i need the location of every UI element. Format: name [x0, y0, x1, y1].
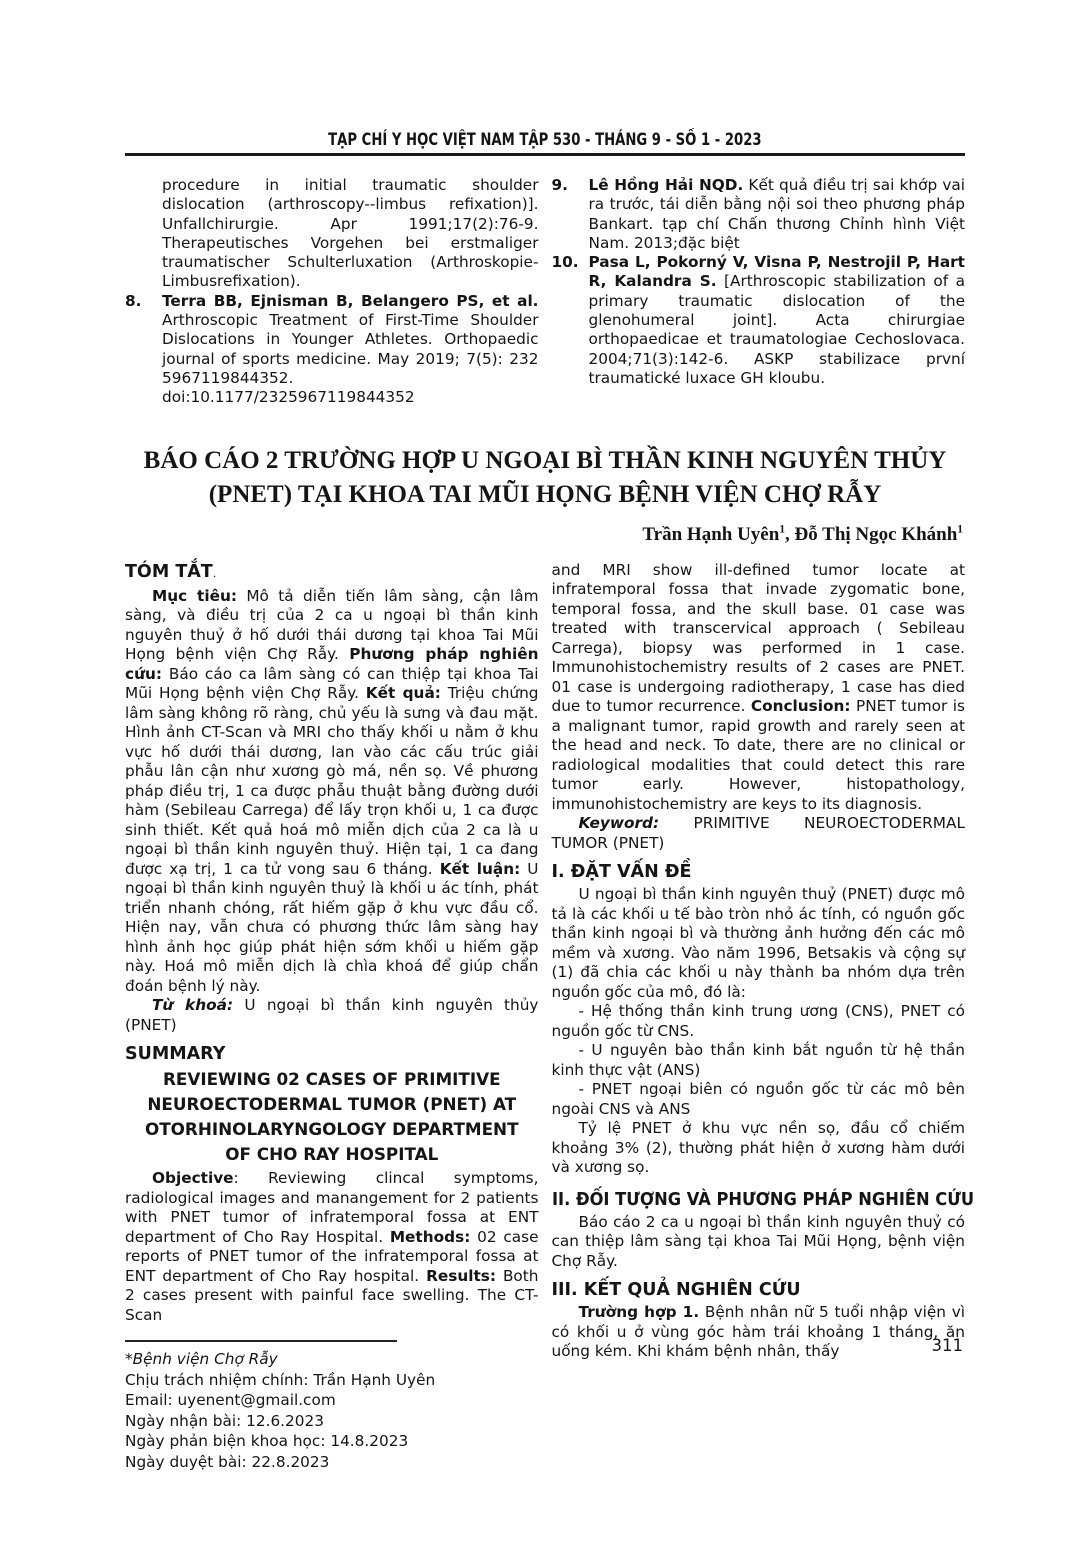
- reference-number: 8.: [125, 291, 142, 310]
- reference-number: 10.: [551, 253, 579, 272]
- article-title-line1: BÁO CÁO 2 TRƯỜNG HỢP U NGOẠI BÌ THẦN KINH NGUYÊN THỦY: [143, 446, 947, 474]
- summary-heading: SUMMARY: [125, 1044, 226, 1065]
- body-column-left: [125, 561, 539, 1473]
- summary-title-line1: REVIEWING 02 CASES OF PRIMITIVE: [162, 1069, 501, 1090]
- article-title-line2: (PNET) TẠI KHOA TAI MŨI HỌNG BỆNH VIỆN CHỢ RẪY: [208, 480, 882, 508]
- summary-english-title: [125, 1067, 539, 1167]
- footnote-date-accepted: Ngày duyệt bài: 22.8.2023: [125, 1453, 330, 1472]
- reference-number: [125, 176, 162, 292]
- references-column-right: [552, 176, 966, 408]
- summary-abstract-continued: and MRI show ill-defined tumor locate at infratemporal fossa that invade zygomatic bone, temporal fossa, and the skull base. 01 case was treated with transcervical approach ( Sebileau Carrega), biopsy was performed in 1 case. Immunohistochemistry results of 2 cases are PNET. 01 case is undergoing radiotherapy, 1 case has died due to tumor recurrence. Conclusion: PNET tumor is a malignant tumor, rapid growth and rarely seen at the head and neck. To date, there are no clinical or radiological modalities that could detect this rare tumor early. However, histopathology, immunohistochemistry are keys to its diagnosis.: [551, 560, 965, 813]
- section3-paragraph-case1: Trường hợp 1. Bệnh nhân nữ 5 tuổi nhập viện vì có khối u ở vùng góc hàm trái khoảng 1 tháng, ăn uống kém. Khi khám bệnh nhân, thấy: [551, 1303, 965, 1361]
- section3-heading: III. KẾT QUẢ NGHIÊN CỨU: [551, 1280, 801, 1301]
- references-section: [125, 176, 965, 408]
- section1-paragraph-1: U ngoại bì thần kinh nguyên thuỷ (PNET) được mô tả là các khối u tế bào tròn nhỏ ác tính, có nguồn gốc thần kinh ngoại bì và thường ảnh hưởng đến các mô mềm và xương. Vào năm 1996, Betsakis và cộng sự (1) đã chia các khối u này thành ba nhóm dựa trên nguồn gốc của mô, đó là:: [551, 885, 965, 1001]
- article-body: [125, 560, 974, 1473]
- reference-text: Terra BB, Ejnisman B, Belangero PS, et al. Arthroscopic Treatment of First-Time Shoulder Dislocations in Younger Athletes. Orthopaedic journal of sports medicine. May 2019; 7(5): 232 5967119844352. doi:10.1177/2325967119844352: [162, 291, 539, 407]
- tomtat-heading-dot: .: [212, 566, 217, 580]
- summary-title-line4: OF CHO RAY HOSPITAL: [225, 1144, 439, 1165]
- reference-item-8: [125, 292, 539, 408]
- keyword-paragraph: Keyword: PRIMITIVE NEUROECTODERMAL TUMOR (PNET): [551, 814, 965, 852]
- reference-number: 9.: [551, 176, 568, 194]
- body-column-right: [551, 560, 974, 1473]
- section1-paragraph-rate: Tỷ lệ PNET ở khu vực nền sọ, đầu cổ chiếm khoảng 3% (2), thường phát hiện ở xương hàm dưới và xương sọ.: [551, 1119, 965, 1177]
- reference-item-10: [552, 253, 966, 388]
- section1-bullet-ans: - U nguyên bào thần kinh bắt nguồn từ hệ thần kinh thực vật (ANS): [551, 1041, 965, 1079]
- references-column-left: [125, 176, 539, 408]
- summary-abstract-paragraph: Objective: Reviewing clincal symptoms, radiological images and manangement for 2 patients with PNET tumor of infratemporal fossa at ENT department of Cho Ray Hospital. Methods: 02 case reports of PNET tumor of the infratemporal fossa at ENT department of Cho Ray hospital. Results: Both 2 cases present with painful face swelling. The CT-Scan: [125, 1169, 539, 1324]
- footnote-separator: [125, 1340, 397, 1342]
- article-authors: Trần Hạnh Uyên$^1$, Đỗ Thị Ngọc Khánh$^1$: [642, 523, 963, 545]
- article-title: [125, 444, 965, 512]
- footnote-date-reviewed: Ngày phản biện khoa học: 14.8.2023: [125, 1432, 409, 1451]
- page-number: 311: [931, 1336, 963, 1355]
- reference-item-9: [552, 176, 966, 253]
- tomtat-heading: [125, 561, 539, 585]
- section1-bullet-cns: - Hệ thống thần kinh trung ương (CNS), PNET có nguồn gốc từ CNS.: [551, 1002, 965, 1040]
- header-rule: [125, 153, 965, 156]
- tomtat-heading-text: TÓM TẮT: [125, 561, 213, 582]
- footnote: [125, 1349, 539, 1473]
- reference-item-continuation: [125, 176, 539, 292]
- summary-title-line2: NEUROECTODERMAL TUMOR (PNET) AT: [147, 1094, 517, 1115]
- footnote-date-received: Ngày nhận bài: 12.6.2023: [125, 1411, 324, 1430]
- reference-text: procedure in initial traumatic shoulder dislocation (arthroscopy--limbus refixation)]. Unfallchirurgie. Apr 1991;17(2):76-9. Therapeutisches Vorgehen bei erstmaliger traumatischer Schulterluxation (Arthroskopie-Limbusrefixation).: [162, 176, 539, 291]
- reference-text: Pasa L, Pokorný V, Visna P, Nestrojil P, Hart R, Kalandra S. [Arthroscopic stabilization of a primary traumatic dislocation of the glenohumeral joint]. Acta chirurgiae orthopaedicae et traumatologiae Cechoslovaca. 2004;71(3):142-6. ASKP stabilizace první traumatické luxace GH kloubu.: [588, 253, 965, 387]
- section2-paragraph: Báo cáo 2 ca u ngoại bì thần kinh nguyên thuỷ có can thiệp lâm sàng tại khoa Tai Mũi Họng, bệnh viện Chợ Rẫy.: [551, 1212, 965, 1270]
- tomtat-abstract-paragraph: Mục tiêu: Mô tả diễn tiến lâm sàng, cận lâm sàng, và điều trị của 2 ca u ngoại bì thần kinh nguyên thuỷ ở hố dưới thái dương tại khoa Tai Mũi Họng bệnh viện Chợ Rẫy. Phương pháp nghiên cứu: Báo cáo ca lâm sàng có can thiệp tại khoa Tai Mũi Họng bệnh viện Chợ Rẫy. Kết quả: Triệu chứng lâm sàng không rõ ràng, chủ yếu là sưng và đau mặt. Hình ảnh CT-Scan và MRI cho thấy khối u nằm ở khu vực hố dưới thái dương, lan vào các cấu trúc giải phẫu lân cận như xương gò má, nền sọ. Về phương pháp điều trị, 1 ca được phẫu thuật bằng đường dưới hàm (Sebileau Carrega) để lấy trọn khối u, 1 ca được sinh thiết. Kết quả hoá mô miễn dịch của 2 ca là u ngoại bì thần kinh nguyên thuỷ. Hiện tại, 1 ca đang được xạ trị, 1 ca tử vong sau 6 tháng. Kết luận: U ngoại bì thần kinh nguyên thuỷ là khối u ác tính, phát triển nhanh chóng, rất hiếm gặp ở khu vực đầu cổ. Hiện nay, vẫn chưa có phương thức lâm sàng hay hình ảnh học giúp phát hiện sớm khối u hiếm gặp này. Hoá mô miễn dịch là chìa khoá để giúp chẩn đoán bệnh lý này.: [125, 586, 539, 995]
- journal-header-title: TẠP CHÍ Y HỌC VIỆT NAM TẬP 530 - THÁNG 9 - SỐ 1 - 2023: [328, 130, 762, 149]
- journal-header: [125, 130, 965, 152]
- section2-heading-text: II. ĐỐI TƯỢNG VÀ PHƯƠNG PHÁP NGHIÊN CỨU: [551, 1189, 974, 1210]
- section1-heading: I. ĐẶT VẤN ĐỀ: [551, 862, 692, 883]
- section2-heading: [551, 1189, 974, 1211]
- tukhoa-paragraph: Từ khoá: U ngoại bì thần kinh nguyên thủy (PNET): [125, 996, 539, 1034]
- section1-bullet-peripheral: - PNET ngoại biên có nguồn gốc từ các mô bên ngoài CNS và ANS: [551, 1080, 965, 1118]
- footnote-affiliation: *Bệnh viện Chợ Rẫy: [125, 1350, 278, 1369]
- reference-text: Lê Hồng Hải NQD. Kết quả điều trị sai khớp vai ra trước, tái diễn bằng nội soi theo phương pháp Bankart. tạp chí Chấn thương Chỉnh hình Việt Nam. 2013;đặc biệt: [588, 176, 965, 252]
- summary-title-line3: OTORHINOLARYNGOLOGY DEPARTMENT: [144, 1119, 519, 1140]
- footnote-corresponding-author: Chịu trách nhiệm chính: Trần Hạnh Uyên: [125, 1370, 436, 1389]
- footnote-email: Email: uyenent@gmail.com: [125, 1391, 336, 1410]
